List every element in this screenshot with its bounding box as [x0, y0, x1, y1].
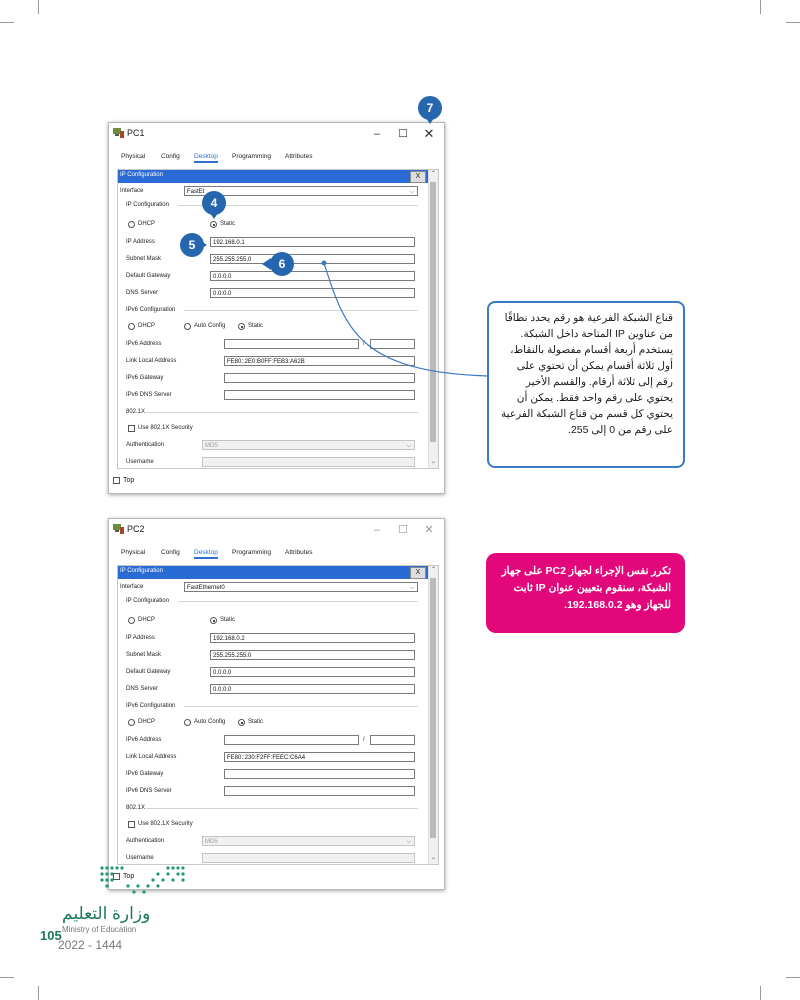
- link-local-label: Link Local Address: [126, 754, 177, 760]
- dhcp-radio[interactable]: [128, 617, 135, 624]
- close-button[interactable]: ✕: [424, 524, 434, 536]
- title-bar[interactable]: [109, 519, 444, 541]
- scroll-thumb[interactable]: [430, 578, 436, 838]
- subnet-mask-input[interactable]: 255.255.255.0: [210, 650, 415, 660]
- chevron-down-icon: ⌵: [406, 839, 411, 845]
- window-title: PC2: [127, 524, 145, 534]
- static-label: Static: [220, 617, 236, 623]
- subnet-mask-label: Subnet Mask: [126, 256, 162, 262]
- ipv6-address-input[interactable]: [224, 735, 359, 745]
- link-local-label: Link Local Address: [126, 358, 177, 364]
- dns-server-input[interactable]: 0.0.0.0: [210, 288, 415, 298]
- subnet-mask-label: Subnet Mask: [126, 652, 162, 658]
- interface-label: Interface: [120, 188, 144, 194]
- chevron-down-icon: ⌵: [409, 189, 414, 195]
- ip-config-section-label: IP Configuration: [126, 598, 169, 604]
- minimize-button[interactable]: –: [373, 128, 381, 140]
- ip-config-header: [118, 566, 438, 579]
- panel-title: IP Configuration: [120, 568, 163, 574]
- use-dot1x-label: Use 802.1X Security: [138, 425, 193, 431]
- username-input[interactable]: [202, 853, 415, 863]
- chevron-down-icon: ⌵: [406, 443, 411, 449]
- default-gateway-label: Default Gateway: [126, 273, 171, 279]
- username-label: Username: [126, 855, 154, 861]
- ipv6-config-section-label: IPv6 Configuration: [126, 703, 176, 709]
- dot1x-section-label: 802.1X: [126, 805, 146, 811]
- link-local-input[interactable]: FE80::2E0:B0FF:FEB3:A62B: [224, 356, 415, 366]
- static-radio[interactable]: [210, 617, 217, 624]
- tab-attributes[interactable]: Attributes: [285, 549, 313, 556]
- divider: [184, 706, 418, 707]
- ip-address-label: IP Address: [126, 239, 155, 245]
- auto-config-label: Auto Config: [194, 719, 226, 725]
- dns-server-label: DNS Server: [126, 290, 159, 296]
- panel-close-button[interactable]: X: [410, 171, 426, 183]
- scroll-down-icon[interactable]: ⌄: [430, 855, 437, 861]
- username-label: Username: [126, 459, 154, 465]
- top-label: Top: [123, 873, 135, 880]
- authentication-label: Authentication: [126, 838, 165, 844]
- academic-year: 2022 - 1444: [58, 938, 123, 952]
- top-label: Top: [123, 477, 135, 484]
- divider: [146, 808, 418, 809]
- ipv6-static-label: Static: [248, 719, 264, 725]
- close-button[interactable]: ✕: [423, 126, 435, 141]
- tab-config[interactable]: Config: [161, 549, 180, 556]
- default-gateway-input[interactable]: 0.0.0.0: [210, 271, 415, 281]
- use-dot1x-label: Use 802.1X Security: [138, 821, 193, 827]
- maximize-button[interactable]: ☐: [398, 524, 408, 536]
- dns-server-input[interactable]: 0.0.0.0: [210, 684, 415, 694]
- default-gateway-input[interactable]: 0.0.0.0: [210, 667, 415, 677]
- step-badge-5: 5: [180, 233, 204, 257]
- ipv6-gateway-label: IPv6 Gateway: [126, 375, 164, 381]
- scroll-up-icon[interactable]: ⌃: [430, 171, 437, 177]
- tab-programming[interactable]: Programming: [232, 549, 272, 556]
- chevron-down-icon: ⌵: [409, 585, 414, 591]
- default-gateway-label: Default Gateway: [126, 669, 171, 675]
- ipv6-address-label: IPv6 Address: [126, 737, 162, 743]
- interface-select[interactable]: FastEthernet0 ⌵: [184, 582, 418, 592]
- ipv6-gateway-label: IPv6 Gateway: [126, 771, 164, 777]
- tab-physical[interactable]: Physical: [121, 549, 146, 556]
- divider: [178, 601, 418, 602]
- ipv6-dhcp-label: DHCP: [138, 719, 156, 725]
- ip-address-input[interactable]: 192.168.0.1: [210, 237, 415, 247]
- ip-config-section-label: IP Configuration: [126, 202, 169, 208]
- minimize-button[interactable]: –: [373, 524, 381, 536]
- static-label: Static: [220, 221, 236, 227]
- dhcp-label: DHCP: [138, 221, 156, 227]
- maximize-button[interactable]: ☐: [398, 128, 408, 140]
- dot1x-section-label: 802.1X: [126, 409, 146, 415]
- ipv6-prefix-input[interactable]: [370, 735, 415, 745]
- dns-server-label: DNS Server: [126, 686, 159, 692]
- tab-desktop[interactable]: Desktop: [194, 549, 218, 559]
- ipv6-dns-input[interactable]: [224, 786, 415, 796]
- step-badge-6: 6: [270, 252, 294, 276]
- link-local-input[interactable]: FE80::230:F2FF:FEEC:C6A4: [224, 752, 415, 762]
- ip-address-label: IP Address: [126, 635, 155, 641]
- ip-config-panel: [117, 565, 439, 865]
- tab-config[interactable]: Config: [161, 153, 180, 160]
- tab-attributes[interactable]: Attributes: [285, 153, 313, 160]
- scroll-up-icon[interactable]: ⌃: [430, 567, 437, 573]
- panel-close-button[interactable]: X: [410, 567, 426, 579]
- tab-desktop[interactable]: Desktop: [194, 153, 218, 163]
- page-number: 105: [40, 928, 62, 943]
- ipv6-config-section-label: IPv6 Configuration: [126, 307, 176, 313]
- window-title: PC1: [127, 128, 145, 138]
- ipv6-dns-label: IPv6 DNS Server: [126, 788, 172, 794]
- pc2-instruction-callout: تكرر نفس الإجراء لجهاز PC2 على جهاز الشبكة، سنقوم بتعيين عنوان IP ثابت للجهاز وهو 192.168.0.2.: [486, 553, 685, 633]
- ipv6-static-radio[interactable]: [238, 719, 245, 726]
- step-badge-7: 7: [418, 96, 442, 120]
- interface-label: Interface: [120, 584, 144, 590]
- authentication-select[interactable]: MD5 ⌵: [202, 440, 415, 450]
- ipv6-address-label: IPv6 Address: [126, 341, 162, 347]
- ministry-name-en: Ministry of Education: [62, 925, 137, 934]
- subnet-mask-callout: قناع الشبكة الفرعية هو رقم يحدد نطاقًا من عناوين IP المتاحة داخل الشبكة. يستخدم أربعة أقسام مفصولة بالنقاط، أول ثلاثة أقسام يمكن أن تحتوي على رقم إلى ثلاثة أرقام. والقسم الأخير يحتوي على رقم واحد فقط. يمكن أن يحتوي كل قسم من قناع الشبكة الفرعية على رقم من 0 إلى 255.: [487, 301, 685, 468]
- ipv6-dhcp-radio[interactable]: [128, 719, 135, 726]
- authentication-label: Authentication: [126, 442, 165, 448]
- ipv6-dns-label: IPv6 DNS Server: [126, 392, 172, 398]
- authentication-select[interactable]: MD5 ⌵: [202, 836, 415, 846]
- scrollbar[interactable]: [428, 566, 438, 864]
- pc-app-icon: [113, 524, 124, 534]
- step-badge-4: 4: [202, 191, 226, 215]
- use-dot1x-checkbox[interactable]: [128, 821, 135, 828]
- prefix-slash: /: [363, 341, 365, 347]
- auto-config-radio[interactable]: [184, 719, 191, 726]
- tab-physical[interactable]: Physical: [121, 153, 146, 160]
- pc2-window: [108, 518, 445, 890]
- ipv6-gateway-input[interactable]: [224, 769, 415, 779]
- ipv6-dhcp-label: DHCP: [138, 323, 156, 329]
- scroll-down-icon[interactable]: ⌄: [430, 459, 437, 465]
- ministry-name-ar: وزارة التعليم: [62, 904, 151, 923]
- ip-address-input[interactable]: 192.168.0.2: [210, 633, 415, 643]
- ipv6-static-label: Static: [248, 323, 264, 329]
- subnet-mask-input[interactable]: 255.255.255.0: [210, 254, 415, 264]
- auto-config-label: Auto Config: [194, 323, 226, 329]
- interface-select[interactable]: FastEt ⌵: [184, 186, 418, 196]
- prefix-slash: /: [363, 737, 365, 743]
- dhcp-label: DHCP: [138, 617, 156, 623]
- ministry-logo-icon: [98, 862, 190, 898]
- panel-title: IP Configuration: [120, 172, 163, 178]
- tab-programming[interactable]: Programming: [232, 153, 272, 160]
